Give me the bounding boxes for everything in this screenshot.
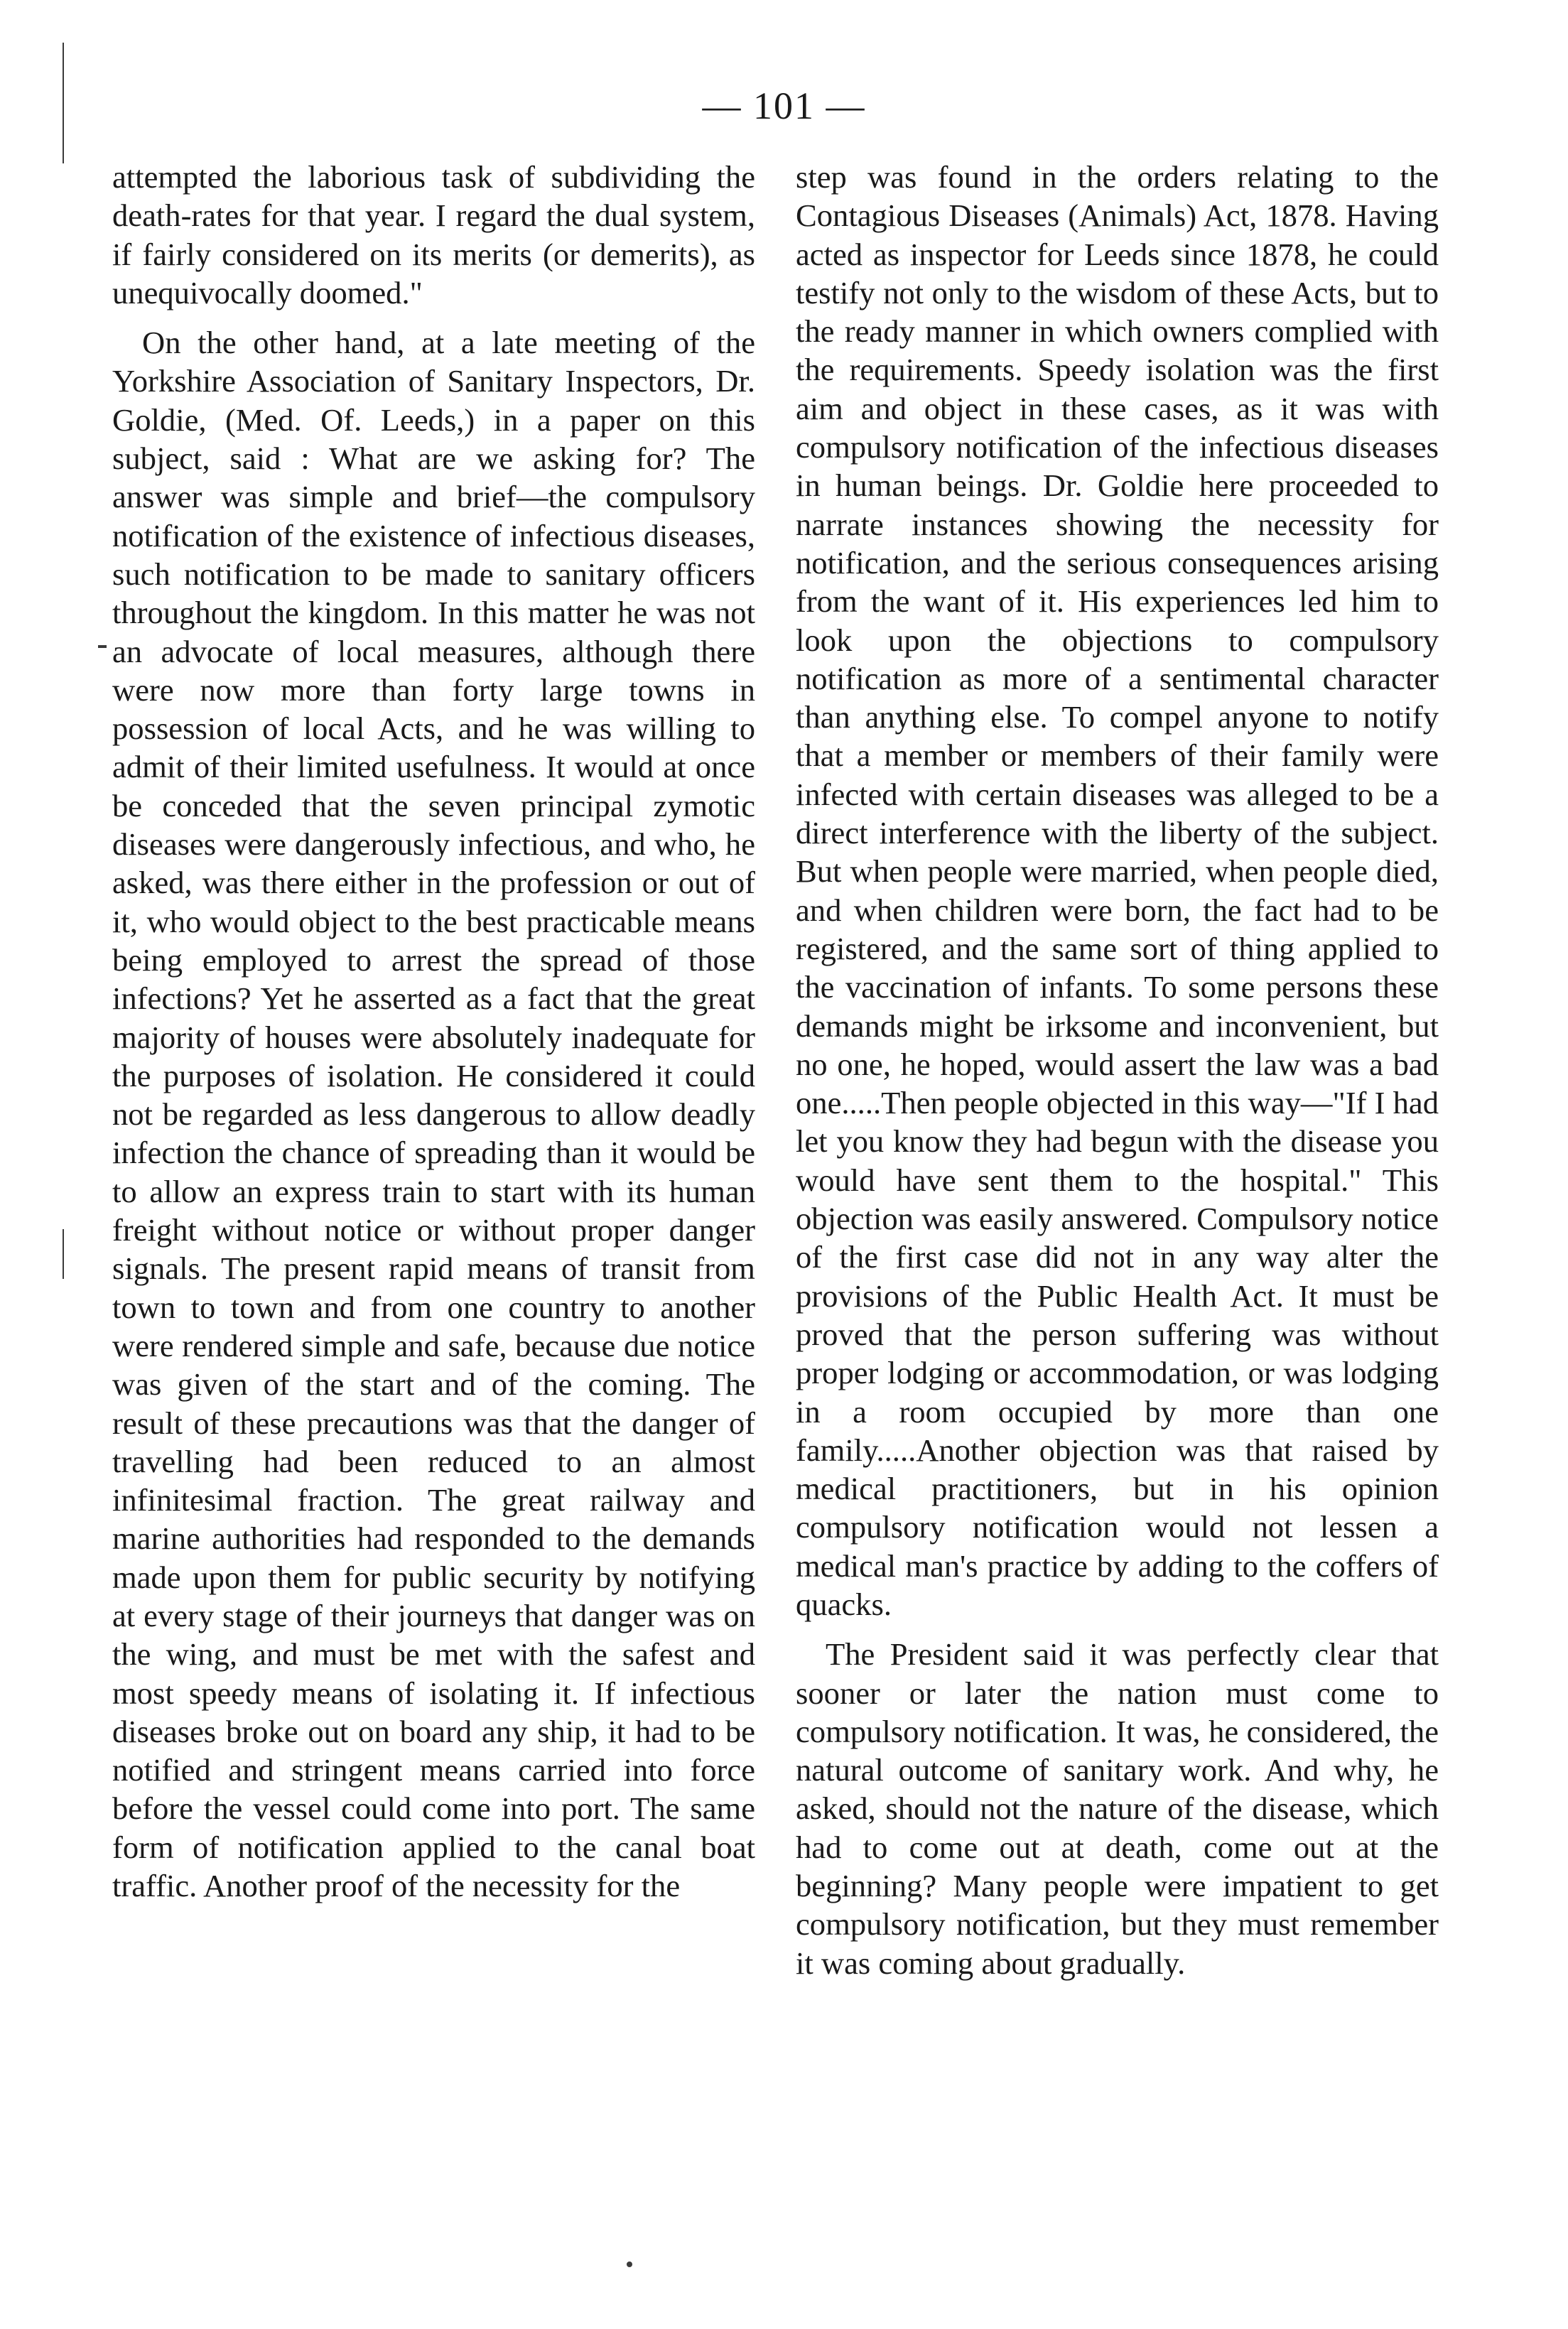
page-number: — 101 — xyxy=(702,85,866,127)
scan-speck xyxy=(627,2262,632,2267)
paragraph: attempted the laborious task of subdividing the death-rates for that year. I regard the dual system, if fairly considered on its merits (or demerits), as unequivocally doomed." xyxy=(112,159,755,310)
paragraph: On the other hand, at a late meeting of the Yorkshire Association of Sanitary Inspectors, Dr. Goldie, (Med. Of. Leeds,) in a paper on this subject, said : What are we asking for? The answer was simple and brief—the compulsory notification of the existence of infectious diseases, such notification to be made to sanitary officers throughout the kingdom. In this matter he was not an advocate of local measures, although there were now more than forty large towns in possession of local Acts, and he was willing to admit of their limited usefulness. It would at once be conceded that the seven principal zymotic diseases were dangerously infectious, and who, he asked, was there either in the profession or out of it, who would object to the best practicable means being employed to arrest the spread of those infections? Yet he asserted as a fact that the great majority of houses were absolutely inadequate for the purposes of isolation. He considered it could not be regarded as less dangerous to allow deadly infection the chance of spreading than it would be to allow an express train to start with its human freight without notice or without proper danger signals. The present rapid means of transit from town to town and from one country to another were rendered simple and safe, because due notice was given of the start and of the coming. The result of these precautions was that the danger of travelling had been reduced to an almost infinitesimal fraction. The great railway and marine authorities had responded to the demands made upon them for public security by notifying at every stage of their journeys that danger was on the wing, and must be met with the safest and most speedy means of isolating it. If infectious diseases broke out on board any ship, it had to be notified and stringent means carried into force before the vessel could come into port. The same form of notification applied to the canal boat traffic. Another proof of the necessity for the xyxy=(112,325,755,1904)
scan-edge-mark xyxy=(63,1229,64,1279)
paragraph: step was found in the orders relating to the Contagious Diseases (Animals) Act, 1878. Having acted as inspector for Leeds since 1878, he could testify not only to the wisdom of these Acts, but to the ready manner in which owners complied with the requirements. Speedy isolation was the first aim and object in these cases, as it was with compulsory notification of the infectious diseases in human beings. Dr. Goldie here proceeded to narrate instances showing the necessity for notification, and the serious consequences arising from the want of it. His experiences led him to look upon the objections to compulsory notification as more of a sentimental character than anything else. To compel anyone to notify that a member or members of their family were infected with certain diseases was alleged to be a direct interference with the liberty of the subject. But when people were married, when people died, and when children were born, the fact had to be registered, and the same sort of thing applied to the vaccination of infants. To some persons these demands might be irksome and inconvenient, but no one, he hoped, would assert the law was a bad one.....Then people objected in this way—"If I had let you know they had begun with the disease you would have sent them to the hospital." This objection was easily answered. Compulsory notice of the first case did not in any way alter the provisions of the Public Health Act. It must be proved that the person suffering was without proper lodging or accommodation, or was lodging in a room occupied by more than one family.....Another objection was that raised by medical practitioners, but in his opinion compulsory notification would not lessen a medical man's practice by adding to the coffers of quacks. xyxy=(796,159,1439,1622)
scan-speck xyxy=(98,645,107,648)
left-column xyxy=(112,158,755,1905)
right-column xyxy=(796,158,1439,1982)
paragraph: The President said it was perfectly clear that sooner or later the nation must come to compulsory notification. It was, he considered, the natural outcome of sanitary work. And why, he asked, should not the nature of the disease, which had to come out at death, come out at the beginning? Many people were impatient to get compulsory notification, but they must remember it was coming about gradually. xyxy=(796,1636,1439,1981)
